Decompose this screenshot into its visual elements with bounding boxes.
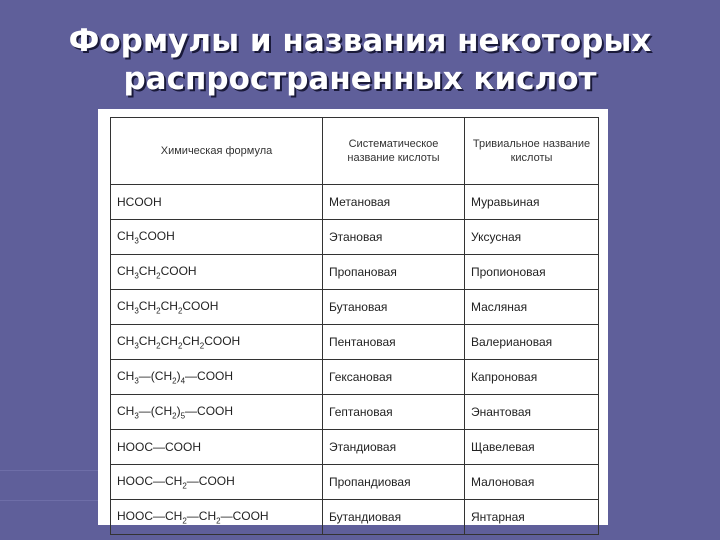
formula-text: COOH: [182, 298, 219, 313]
table-row: [111, 255, 599, 290]
trivial-name-cell: Пропионовая: [465, 255, 599, 290]
formula-subscript: 2: [172, 376, 177, 386]
background-line: [0, 500, 100, 501]
trivial-name-cell: Уксусная: [465, 220, 599, 255]
formula-text: HOOC—CH: [117, 508, 183, 523]
formula-subscript: 3: [134, 376, 139, 386]
trivial-name-cell: Энантовая: [465, 395, 599, 430]
formula-text: CH: [138, 298, 157, 313]
formula-text: COOH: [204, 333, 241, 348]
systematic-name-cell: Бутановая: [323, 290, 465, 325]
formula-subscript: 4: [180, 376, 186, 386]
formula-text: CH: [160, 333, 178, 348]
formula-text: ): [176, 368, 181, 383]
formula-subscript: 2: [199, 341, 205, 351]
formula-text: CH: [117, 298, 135, 313]
acids-table: [110, 117, 599, 535]
table-row: [111, 325, 599, 360]
formula-subscript: 2: [156, 341, 161, 351]
formula-text: CH: [117, 228, 135, 243]
formula-text: CH: [117, 333, 135, 348]
table-row: [111, 465, 599, 500]
header-trivial-name: Тривиальное название кислоты: [465, 118, 599, 185]
formula-text: —COOH: [220, 508, 269, 523]
formula-subscript: 2: [156, 271, 161, 281]
header-systematic-name: Систематическое название кислоты: [323, 118, 465, 185]
formula-subscript: 3: [134, 236, 139, 246]
formula-cell: [111, 430, 323, 465]
formula-subscript: 2: [182, 481, 187, 491]
formula-subscript: 3: [134, 341, 139, 351]
slide-title: [0, 22, 720, 98]
formula-text: CH: [117, 263, 135, 278]
table-row: [111, 220, 599, 255]
formula-subscript: 3: [134, 306, 139, 316]
table-row: [111, 360, 599, 395]
formula-cell: [111, 360, 323, 395]
formula-subscript: 3: [134, 271, 139, 281]
table-header-row: [111, 118, 599, 185]
systematic-name-cell: Пентановая: [323, 325, 465, 360]
formula-subscript: 2: [172, 411, 177, 421]
formula-text: HCOOH: [117, 195, 162, 209]
formula-cell: [111, 465, 323, 500]
table-row: [111, 430, 599, 465]
formula-subscript: 5: [180, 411, 186, 421]
formula-cell: [111, 500, 323, 535]
formula-text: —COOH: [185, 368, 234, 383]
formula-text: CH: [138, 263, 157, 278]
table-row: [111, 500, 599, 535]
formula-text: CH: [117, 403, 135, 418]
background-line: [0, 470, 100, 471]
formula-cell: [111, 395, 323, 430]
systematic-name-cell: Метановая: [323, 185, 465, 220]
slide-title-line-1: Формулы и названия некоторых: [68, 23, 652, 59]
formula-text: —(CH: [138, 368, 173, 383]
formula-cell: [111, 325, 323, 360]
systematic-name-cell: Этановая: [323, 220, 465, 255]
trivial-name-cell: Янтарная: [465, 500, 599, 535]
systematic-name-cell: Бутандиовая: [323, 500, 465, 535]
systematic-name-cell: Гексановая: [323, 360, 465, 395]
trivial-name-cell: Капроновая: [465, 360, 599, 395]
formula-text: COOH: [138, 228, 175, 243]
formula-cell: [111, 255, 323, 290]
formula-subscript: 2: [156, 306, 161, 316]
formula-text: —CH: [186, 508, 217, 523]
formula-cell: [111, 290, 323, 325]
formula-text: —(CH: [138, 403, 173, 418]
formula-cell: [111, 185, 323, 220]
formula-text: HOOC—CH: [117, 473, 183, 488]
formula-subscript: 3: [134, 411, 139, 421]
table-row: [111, 290, 599, 325]
formula-cell: [111, 220, 323, 255]
formula-text: —COOH: [185, 403, 234, 418]
formula-text: CH: [182, 333, 200, 348]
trivial-name-cell: Щавелевая: [465, 430, 599, 465]
formula-subscript: 2: [216, 516, 221, 526]
systematic-name-cell: Пропановая: [323, 255, 465, 290]
formula-text: —COOH: [186, 473, 235, 488]
header-formula: Химическая формула: [111, 118, 323, 185]
trivial-name-cell: Муравьиная: [465, 185, 599, 220]
formula-text: CH: [117, 368, 135, 383]
trivial-name-cell: Валериановая: [465, 325, 599, 360]
formula-subscript: 2: [182, 516, 187, 526]
formula-subscript: 2: [177, 306, 183, 316]
formula-text: HOOC—COOH: [117, 440, 201, 454]
systematic-name-cell: Гептановая: [323, 395, 465, 430]
trivial-name-cell: Малоновая: [465, 465, 599, 500]
formula-subscript: 2: [177, 341, 183, 351]
systematic-name-cell: Пропандиовая: [323, 465, 465, 500]
formula-text: CH: [160, 298, 178, 313]
systematic-name-cell: Этандиовая: [323, 430, 465, 465]
formula-text: CH: [138, 333, 157, 348]
trivial-name-cell: Масляная: [465, 290, 599, 325]
table-row: [111, 395, 599, 430]
table-row: [111, 185, 599, 220]
formula-text: COOH: [160, 263, 197, 278]
slide-title-line-2: распространенных кислот: [123, 61, 597, 97]
table-panel: [98, 109, 608, 525]
formula-text: ): [176, 403, 181, 418]
